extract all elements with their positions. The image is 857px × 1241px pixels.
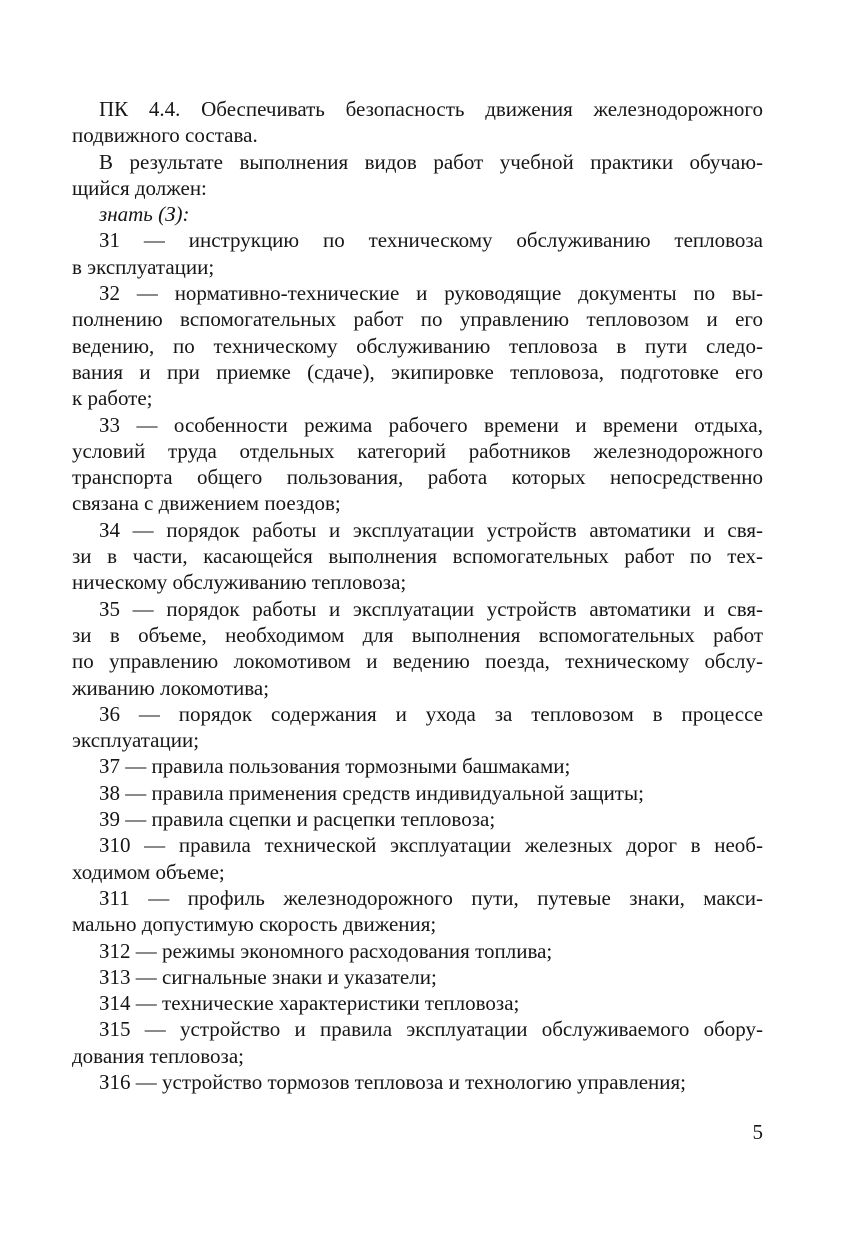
paragraph-z6 — [72, 701, 763, 754]
paragraph-z4 — [72, 517, 763, 596]
text-line: подвижного состава. — [72, 123, 258, 148]
text-line: З12 — режимы экономного расходования топлива; — [99, 938, 553, 963]
text-line: зи в объеме, необходимом для выполнения вспомогательных работ — [72, 622, 763, 647]
paragraph-z9 — [72, 806, 763, 832]
text-line: ническому обслуживанию тепловоза; — [72, 570, 407, 595]
paragraph-z8 — [72, 780, 763, 806]
paragraph-z10 — [72, 832, 763, 885]
text-line: З13 — сигнальные знаки и указатели; — [99, 964, 437, 989]
text-line: мально допустимую скорость движения; — [72, 912, 437, 937]
paragraph-z15 — [72, 1016, 763, 1069]
text-line: по управлению локомотивом и ведению поезда, техническому обслу- — [72, 649, 763, 674]
text-line: живанию локомотива; — [72, 675, 270, 700]
text-line: З2 — нормативно-технические и руководящие документы по вы- — [99, 281, 763, 306]
text-line: З11 — профиль железнодорожного пути, путевые знаки, макси- — [99, 885, 763, 910]
paragraph-z13 — [72, 964, 763, 990]
text-line: З5 — порядок работы и эксплуатации устройств автоматики и свя- — [99, 596, 763, 621]
text-line: З4 — порядок работы и эксплуатации устройств автоматики и свя- — [99, 517, 763, 542]
paragraph-znat-header — [72, 201, 763, 227]
paragraph-z3 — [72, 412, 763, 517]
text-line: В результате выполнения видов работ учебной практики обучаю- — [99, 149, 763, 174]
text-line: З16 — устройство тормозов тепловоза и технологию управления; — [99, 1069, 687, 1094]
text-line: зи в части, касающейся выполнения вспомогательных работ по тех- — [72, 544, 763, 569]
text-line: связана с движением поездов; — [72, 491, 341, 516]
text-line: полнению вспомогательных работ по управлению тепловозом и его — [72, 307, 763, 332]
text-line: в эксплуатации; — [72, 254, 215, 279]
text-line: знать (З): — [99, 202, 190, 227]
paragraph-z11 — [72, 885, 763, 938]
text-line: ПК 4.4. Обеспечивать безопасность движения железнодорожного — [99, 97, 763, 121]
text-line: З8 — правила применения средств индивидуальной защиты; — [99, 780, 644, 805]
text-line: вания и при приемке (сдаче), экипировке тепловоза, подготовке его — [72, 359, 763, 384]
text-line: транспорта общего пользования, работа которых непосредственно — [72, 465, 763, 490]
text-line: условий труда отдельных категорий работников железнодорожного — [72, 438, 763, 463]
text-line: к работе; — [72, 386, 153, 411]
text-line: щийся должен: — [72, 175, 207, 200]
paragraph-intro — [72, 149, 763, 202]
text-line: З15 — устройство и правила эксплуатации обслуживаемого обору- — [99, 1017, 763, 1042]
paragraph-z12 — [72, 938, 763, 964]
text-block — [72, 96, 763, 1095]
text-line: З14 — технические характеристики тепловоза; — [99, 991, 520, 1016]
text-line: З3 — особенности режима рабочего времени и времени отдыха, — [99, 412, 763, 437]
paragraph-z16 — [72, 1069, 763, 1095]
text-line: З1 — инструкцию по техническому обслуживанию тепловоза — [99, 228, 763, 253]
paragraph-pk-4-4 — [72, 96, 763, 149]
paragraph-z14 — [72, 990, 763, 1016]
text-line: эксплуатации; — [72, 728, 200, 753]
paragraph-z7 — [72, 753, 763, 779]
text-line: З6 — порядок содержания и ухода за тепловозом в процессе — [99, 701, 763, 726]
paragraph-z2 — [72, 280, 763, 411]
text-line: З9 — правила сцепки и расцепки тепловоза; — [99, 807, 496, 832]
paragraph-z5 — [72, 596, 763, 701]
text-line: ходимом объеме; — [72, 859, 225, 884]
text-line: ведению, по техническому обслуживанию тепловоза в пути следо- — [72, 333, 763, 358]
page-number: 5 — [752, 1120, 763, 1144]
paragraph-z1 — [72, 227, 763, 280]
text-line: З10 — правила технической эксплуатации железных дорог в необ- — [99, 833, 763, 858]
text-line: дования тепловоза; — [72, 1043, 244, 1068]
text-line: З7 — правила пользования тормозными башмаками; — [99, 754, 571, 779]
